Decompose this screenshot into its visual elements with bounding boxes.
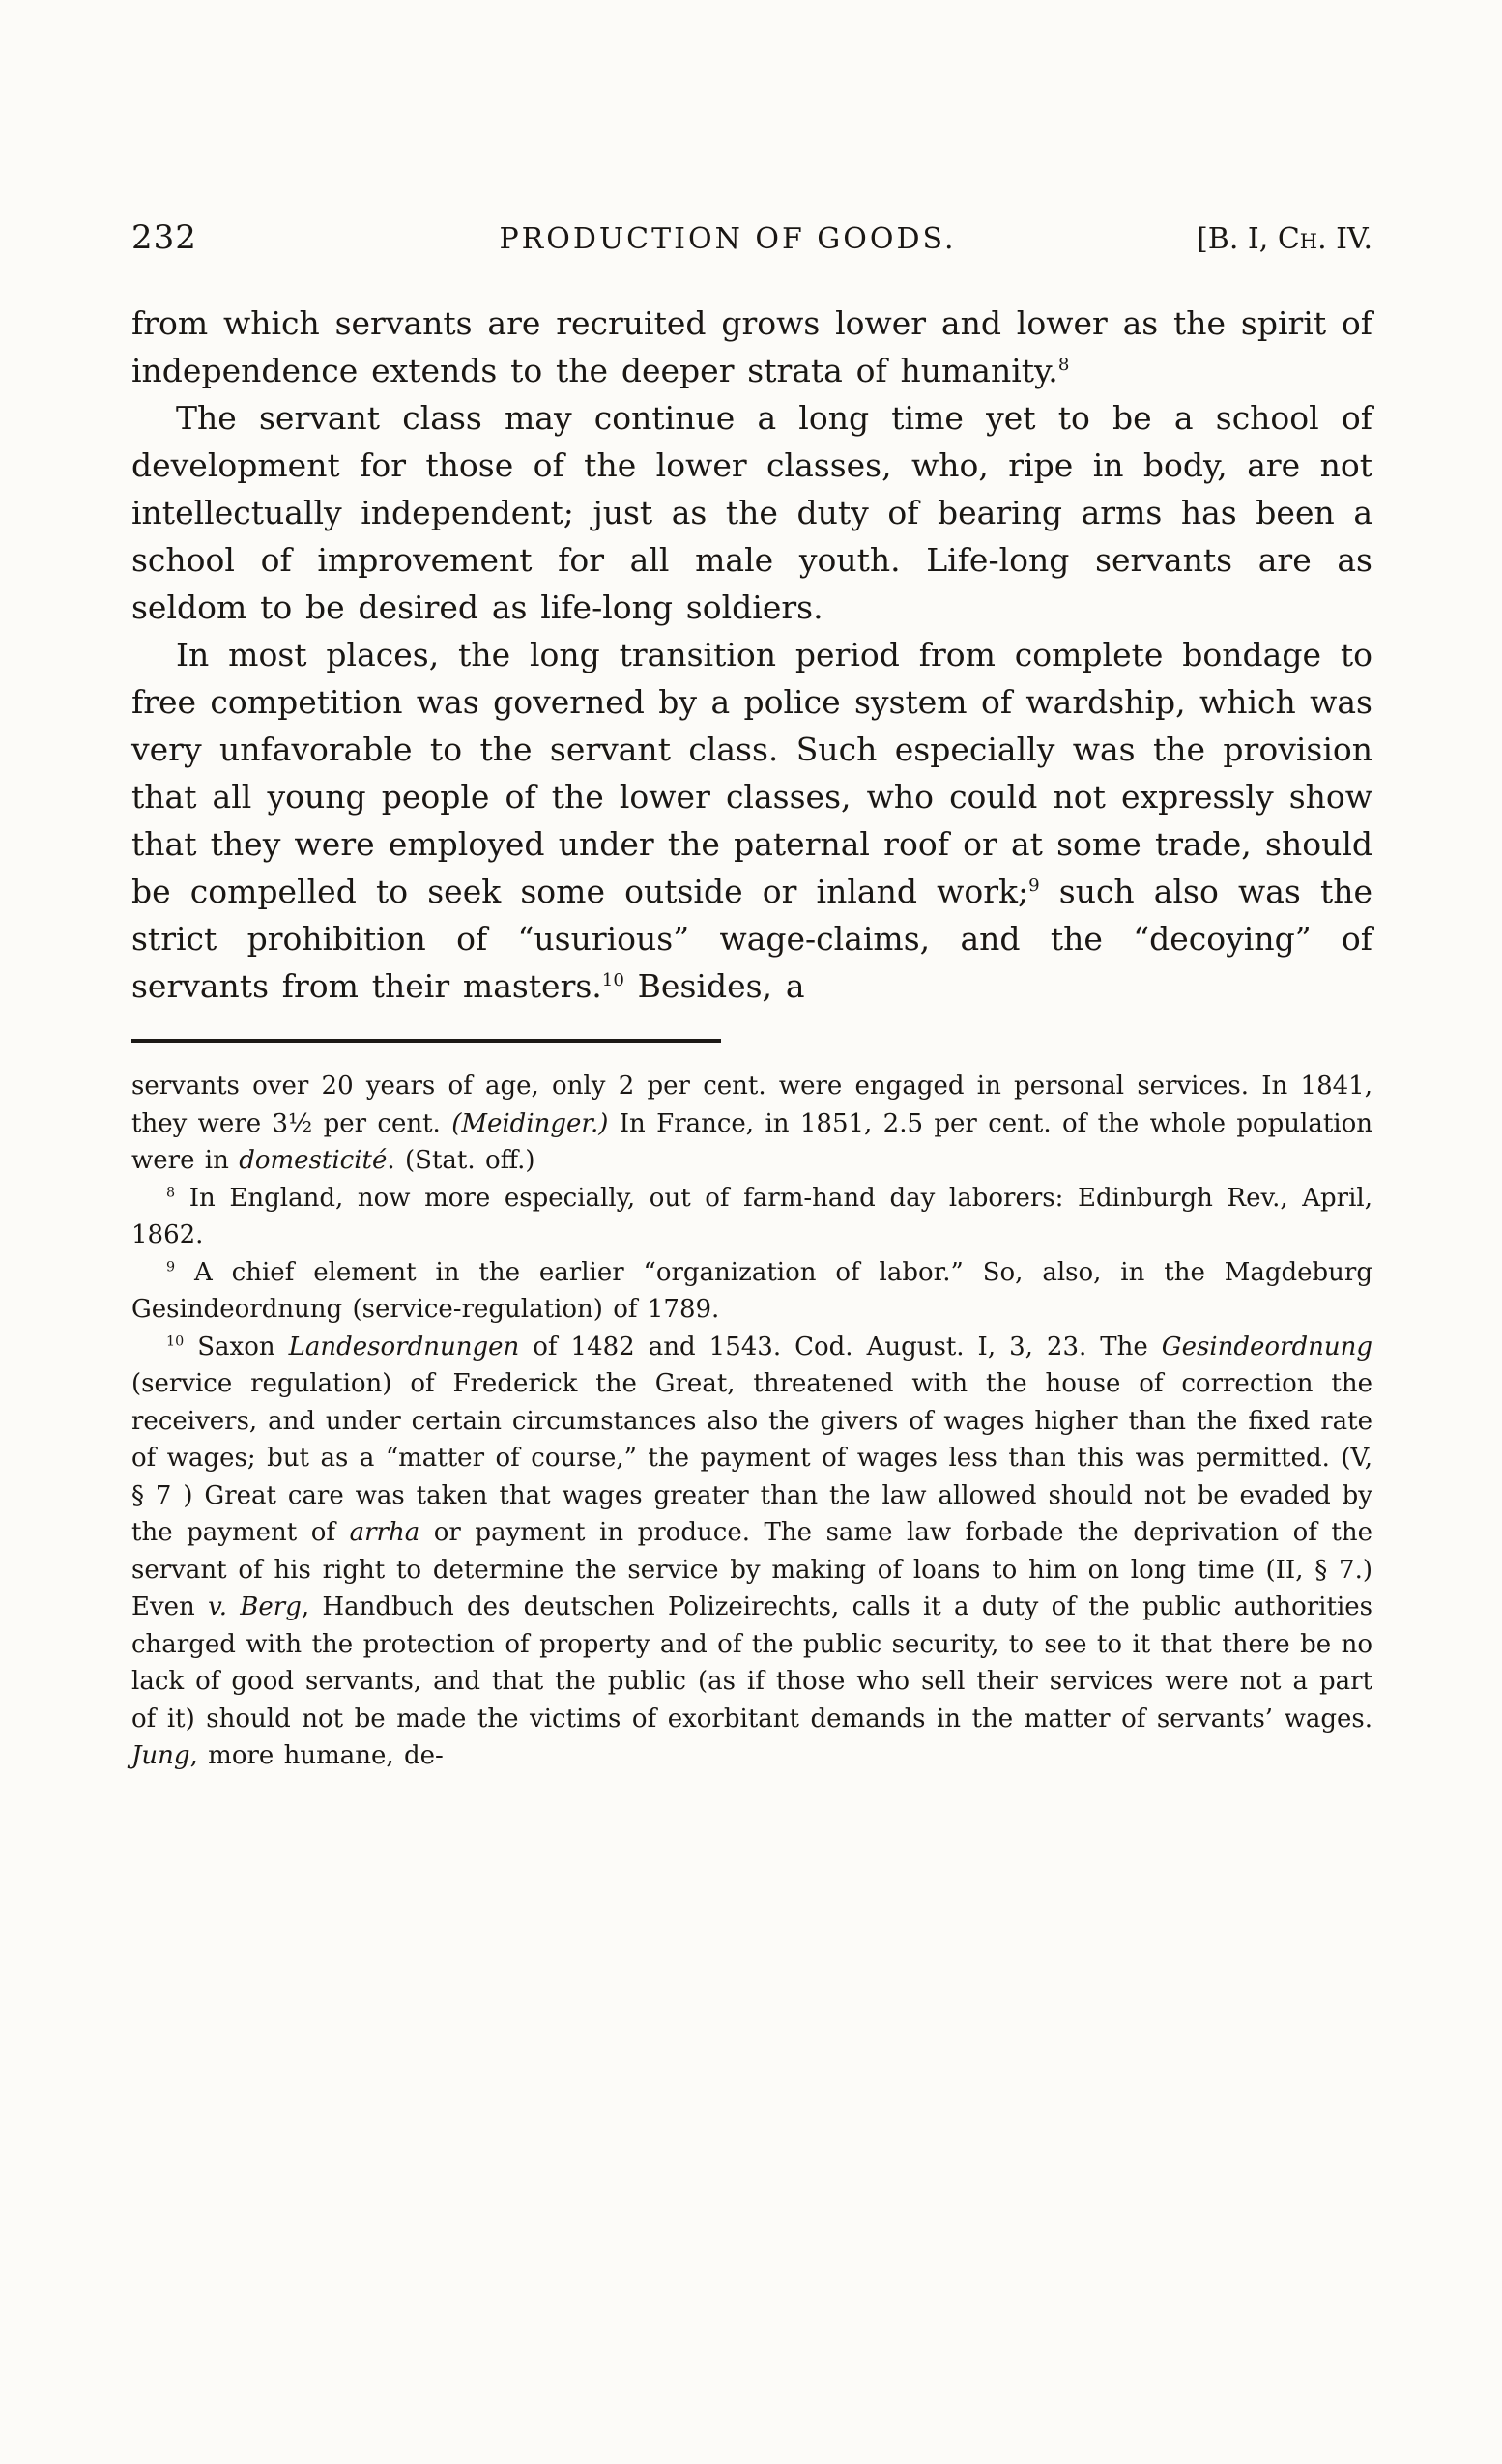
footnote-marker: 10 — [166, 1332, 185, 1349]
footnote-item — [131, 1180, 1372, 1254]
text-segment: (Meidinger.) — [451, 1108, 609, 1138]
text-segment: Jung — [131, 1741, 190, 1770]
footnote-item — [131, 1329, 1372, 1775]
text-segment: v. Berg — [208, 1592, 302, 1621]
footnote-marker: 9 — [1028, 875, 1040, 896]
text-segment: such also was the strict prohibition of “usurious” wage-claims, and the “decoying” of servants from their masters. — [131, 873, 1372, 1005]
footnote-item — [131, 1068, 1372, 1180]
text-segment: In most places, the long transition period from complete bondage to free competition was governed by a police system of wardship, which was very unfavorable to the servant class. Such especially was the provision that all young people of the lower classes, who could not expressly show that they were employed under the paternal roof or at some trade, should be compelled to seek some outside or inland work; — [131, 636, 1372, 910]
body-paragraph — [131, 631, 1372, 1010]
text-segment: A chief element in the earlier “organization of labor.” So, also, in the Magdeburg Gesindeordnung (service-regulation) of 1789. — [131, 1257, 1372, 1324]
footnote-marker: 8 — [166, 1184, 176, 1200]
footnote-separator — [131, 1039, 721, 1043]
text-segment: Landesordnungen — [288, 1332, 520, 1361]
text-segment: , Handbuch des deutschen Polizeirechts, calls it a duty of the public authorities charged with the protection of property and of the public security, to see to it that there be no lack of good servants, and that the public (as if those who sell their services were not a part of it) should not be made the victims of exorbitant demands in the matter of servants’ wages. — [131, 1592, 1372, 1733]
footnote-item — [131, 1254, 1372, 1329]
text-segment: The servant class may continue a long time yet to be a school of development for those of the lower classes, who, ripe in body, are not intellectually independent; just as the duty of bearing arms has been a school of improvement for all male youth. Life-long servants are as seldom to be desired as life-long soldiers. — [131, 399, 1372, 626]
footnote-marker: 10 — [601, 970, 624, 990]
text-segment: , more humane, de- — [189, 1741, 444, 1770]
text-segment: arrha — [349, 1518, 420, 1547]
footnote-marker: 9 — [166, 1258, 176, 1275]
chapter-reference: [B. I, Ch. IV. — [1197, 222, 1372, 256]
text-segment: . (Stat. off.) — [387, 1146, 535, 1175]
body-paragraph — [131, 300, 1372, 394]
body-text — [131, 300, 1372, 1010]
body-paragraph — [131, 394, 1372, 631]
text-segment: Gesindeordnung — [1161, 1332, 1372, 1361]
footnotes-section — [131, 1068, 1372, 1775]
footnote-marker: 8 — [1057, 355, 1070, 375]
text-segment: domesticité — [239, 1146, 388, 1175]
text-segment: (service regulation) of Frederick the Great, threatened with the house of correction the receivers, and under certain circumstances also the givers of wages higher than the fixed rate of wages; but as a “matter of course,” the payment of wages less than this was permitted. (V, § 7 ) Great care was taken that wages greater than the law allowed should not be evaded by the payment of — [131, 1369, 1372, 1547]
text-segment: from which servants are recruited grows lower and lower as the spirit of independence extends to the deeper strata of humanity. — [131, 304, 1372, 389]
running-title: PRODUCTION OF GOODS. — [499, 222, 957, 256]
text-segment: Saxon — [184, 1332, 289, 1361]
text-segment: In England, now more especially, out of farm-hand day laborers: Edinburgh Rev., April, 1862. — [131, 1183, 1372, 1249]
text-segment: servants over 20 years of age, only 2 per cent. were engaged in personal services. In 1841, they were 3½ per cent. — [131, 1072, 1372, 1138]
text-segment: Besides, a — [623, 967, 805, 1005]
page-header — [131, 218, 1372, 257]
text-segment: In France, in 1851, 2.5 per cent. of the whole population were in — [131, 1108, 1372, 1175]
page-number: 232 — [131, 218, 197, 257]
text-segment: of 1482 and 1543. Cod. August. I, 3, 23. The — [519, 1332, 1162, 1361]
text-segment: or payment in produce. The same law forbade the deprivation of the servant of his right to determine the service by making of loans to him on long time (II, § 7.) Even — [131, 1518, 1372, 1621]
